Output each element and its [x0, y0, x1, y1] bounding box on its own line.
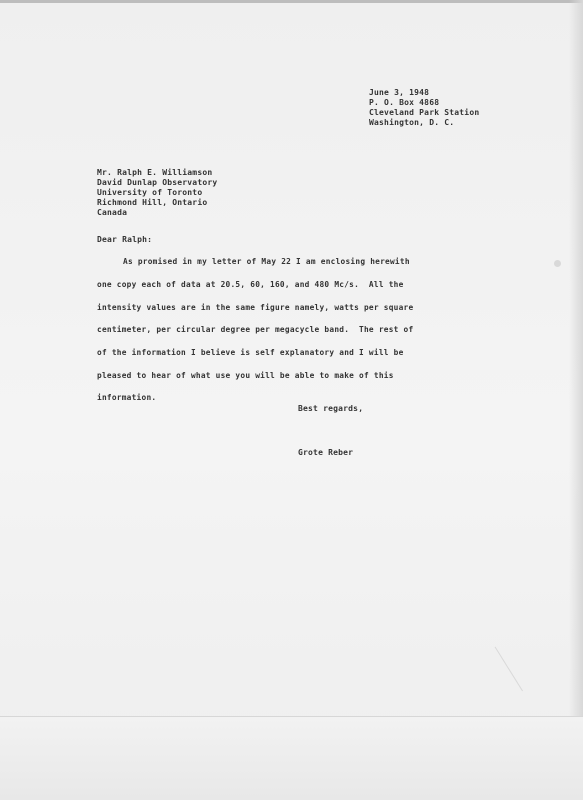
closing: Best regards, [298, 404, 364, 413]
recipient-line-3: University of Toronto [97, 188, 203, 197]
sender-address-line-2: Cleveland Park Station [369, 108, 480, 117]
body-line-2: one copy each of data at 20.5, 60, 160, and 480 Mc/s. All the [97, 280, 404, 289]
recipient-line-4: Richmond Hill, Ontario [97, 198, 208, 207]
body-line-3: intensity values are in the same figure namely, watts per square [97, 303, 414, 312]
page-top-edge [0, 0, 583, 3]
page-bottom-shade [0, 717, 583, 800]
recipient-line-1: Mr. Ralph E. Williamson [97, 168, 213, 177]
body-line-5: of the information I believe is self explanatory and I will be [97, 348, 404, 357]
body-line-6: pleased to hear of what use you will be able to make of this [97, 371, 394, 380]
recipient-line-2: David Dunlap Observatory [97, 178, 218, 187]
page-right-shadow [569, 0, 583, 800]
sender-address-line-1: P. O. Box 4868 [369, 98, 440, 107]
salutation: Dear Ralph: [97, 235, 153, 244]
letter-date: June 3, 1948 [369, 88, 430, 97]
paper-speck [554, 260, 561, 267]
recipient-line-5: Canada [97, 208, 128, 217]
signature-name: Grote Reber [298, 448, 354, 457]
body-line-4: centimeter, per circular degree per megacycle band. The rest of [97, 325, 414, 334]
sender-address-line-3: Washington, D. C. [369, 118, 455, 127]
body-line-1: As promised in my letter of May 22 I am enclosing herewith [123, 257, 410, 266]
body-line-7: information. [97, 393, 157, 402]
